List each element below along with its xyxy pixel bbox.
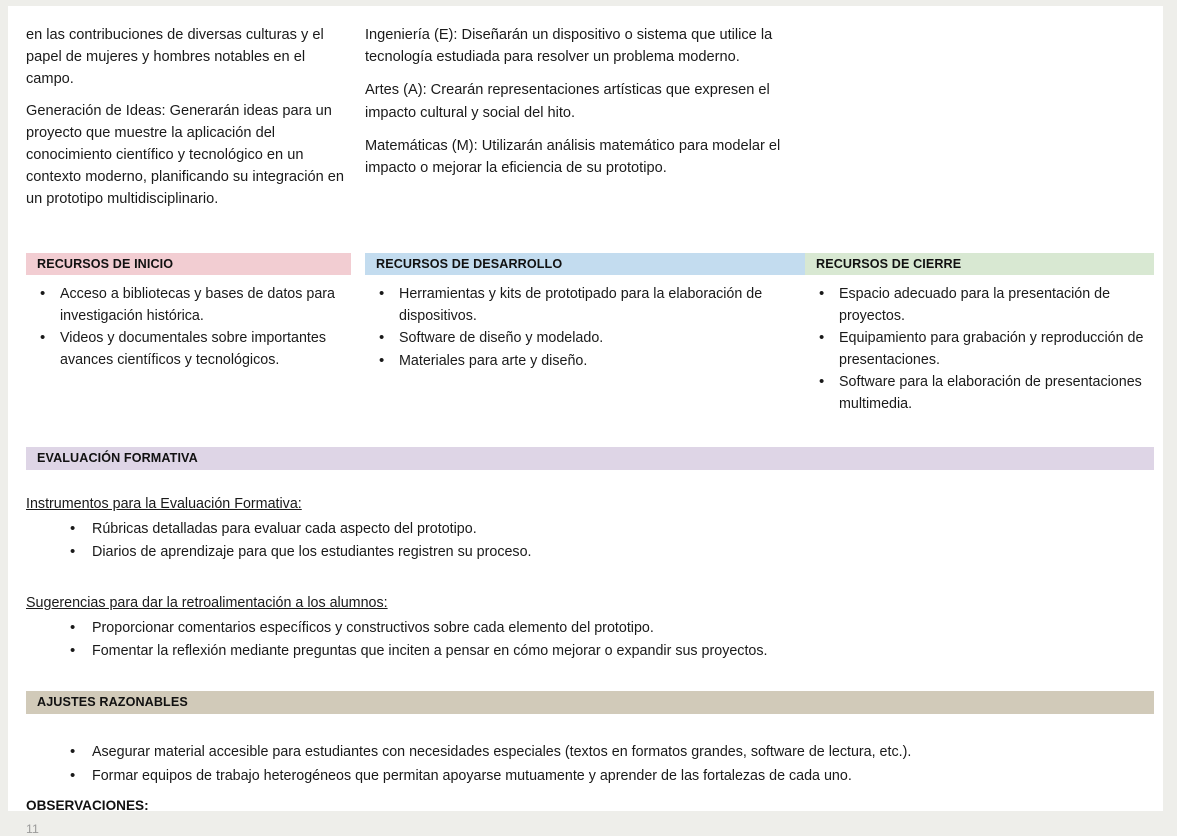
list-item: • Materiales para arte y diseño. xyxy=(365,351,805,372)
recursos-inicio-list xyxy=(26,284,351,371)
instrumentos-list xyxy=(26,518,1154,564)
list-item: • Proporcionar comentarios específicos y constructivos sobre cada elemento del prototipo. xyxy=(26,617,1154,640)
list-item: • Diarios de aprendizaje para que los estudiantes registren su proceso. xyxy=(26,541,1154,564)
observaciones-label: OBSERVACIONES: xyxy=(26,797,149,813)
recursos-desarrollo-column xyxy=(365,284,805,416)
top-column-left xyxy=(26,24,351,219)
document-page xyxy=(8,6,1163,836)
ajustes-razonables-header: AJUSTES RAZONABLES xyxy=(26,691,1154,714)
recursos-desarrollo-header: RECURSOS DE DESARROLLO xyxy=(365,253,805,275)
top-column-middle xyxy=(365,24,805,190)
paragraph: en las contribuciones de diversas culturas y el papel de mujeres y hombres notables en el campo. xyxy=(26,27,324,88)
recursos-header-row xyxy=(26,253,1154,275)
list-item: • Software de diseño y modelado. xyxy=(365,328,805,349)
paragraph: Matemáticas (M): Utilizarán análisis matemático para modelar el impacto o mejorar la eficiencia de su prototipo. xyxy=(365,137,781,176)
page-number: 11 xyxy=(26,821,39,836)
recursos-desarrollo-list xyxy=(365,284,805,372)
ajustes-razonables-list xyxy=(26,740,1154,789)
list-item: • Rúbricas detalladas para evaluar cada aspecto del prototipo. xyxy=(26,518,1154,541)
page-content xyxy=(26,24,1154,836)
paragraph: Ingeniería (E): Diseñarán un dispositivo o sistema que utilice la tecnología estudiada para resolver un problema moderno. xyxy=(365,27,773,66)
band-spacer xyxy=(351,253,365,275)
sugerencias-list xyxy=(26,617,1154,663)
evaluacion-formativa-header: EVALUACIÓN FORMATIVA xyxy=(26,447,1154,470)
column-gap xyxy=(351,284,365,416)
top-column-region xyxy=(26,24,1154,219)
recursos-content-row xyxy=(26,284,1154,416)
paragraph: Generación de Ideas: Generarán ideas para un proyecto que muestre la aplicación del conocimiento científico y tecnológico en un contexto moderno, planificando su integración en un prototipo multidisciplinario. xyxy=(26,102,345,208)
instrumentos-heading: Instrumentos para la Evaluación Formativa: xyxy=(26,496,302,512)
sugerencias-heading: Sugerencias para dar la retroalimentación a los alumnos: xyxy=(26,595,388,612)
list-item: • Equipamiento para grabación y reproducción de presentaciones. xyxy=(805,328,1154,371)
recursos-cierre-header: RECURSOS DE CIERRE xyxy=(805,253,1154,275)
list-item: • Fomentar la reflexión mediante preguntas que inciten a pensar en cómo mejorar o expandir sus proyectos. xyxy=(26,640,1154,663)
recursos-cierre-list xyxy=(805,284,1154,415)
paragraph: Artes (A): Crearán representaciones artísticas que expresen el impacto cultural y social del hito. xyxy=(365,82,770,121)
recursos-cierre-column xyxy=(805,284,1154,416)
list-item: • Espacio adecuado para la presentación de proyectos. xyxy=(805,284,1154,327)
list-item: • Formar equipos de trabajo heterogéneos que permitan apoyarse mutuamente y aprender de las fortalezas de cada uno. xyxy=(26,764,1154,789)
list-item: • Asegurar material accesible para estudiantes con necesidades especiales (textos en formatos grandes, software de lectura, etc.). xyxy=(26,740,1154,765)
list-item: • Videos y documentales sobre importantes avances científicos y tecnológicos. xyxy=(26,328,351,371)
list-item: • Acceso a bibliotecas y bases de datos para investigación histórica. xyxy=(26,284,351,327)
list-item: • Herramientas y kits de prototipado para la elaboración de dispositivos. xyxy=(365,284,805,327)
recursos-inicio-column xyxy=(26,284,351,416)
list-item: • Software para la elaboración de presentaciones multimedia. xyxy=(805,372,1154,415)
recursos-inicio-header: RECURSOS DE INICIO xyxy=(26,253,351,275)
